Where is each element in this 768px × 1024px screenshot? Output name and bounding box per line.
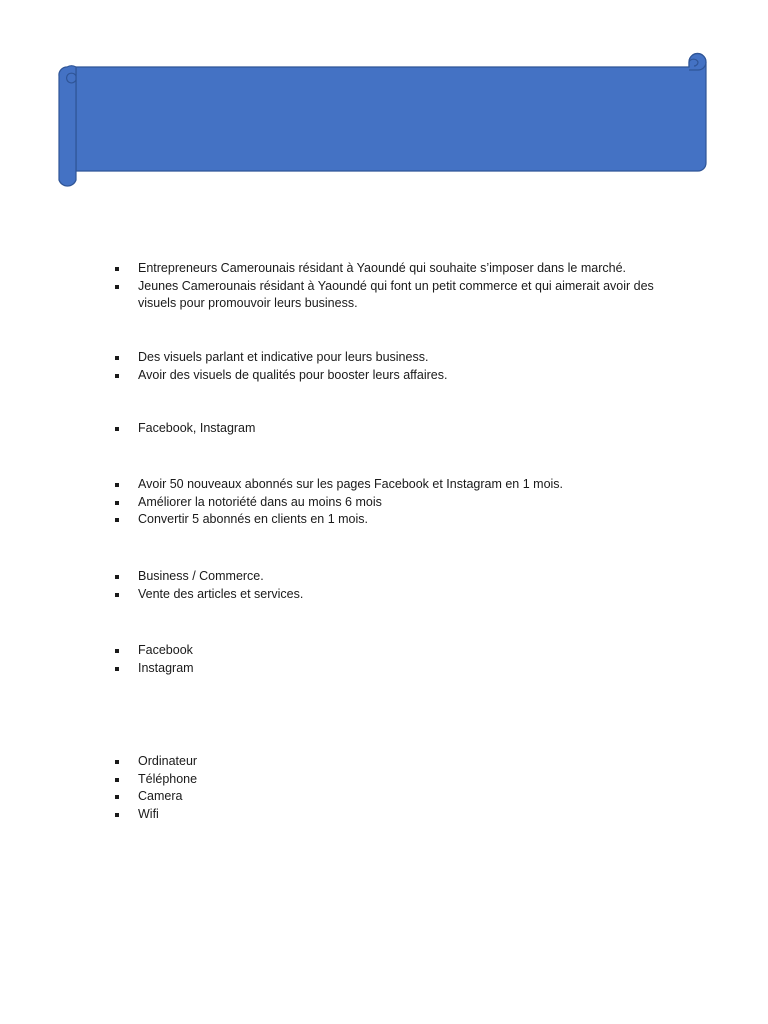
- list-item: [113, 278, 683, 313]
- bullet-square-icon: [115, 518, 119, 522]
- list-item: [113, 349, 683, 367]
- list-item-text: Téléphone: [138, 771, 198, 786]
- bullet-square-icon: [115, 593, 119, 597]
- bullet-square-icon: [115, 795, 119, 799]
- bullet-list-channels: [113, 642, 683, 677]
- bullet-square-icon: [115, 813, 119, 817]
- list-item: [113, 642, 683, 660]
- list-item-text: Instagram: [138, 660, 194, 675]
- list-item-text: Facebook: [138, 643, 193, 657]
- list-item-text: Avoir des visuels de qualités pour booster leurs affaires.: [138, 367, 448, 382]
- bullet-list-target-audience: [113, 260, 683, 313]
- list-item: [113, 586, 683, 604]
- bullet-list-platforms: [113, 420, 683, 438]
- list-item-text: Jeunes Camerounais résidant à Yaoundé qui font un petit commerce et qui aimerait avoir des visuels pour promouvoir leurs business.: [138, 278, 654, 311]
- list-item: [113, 568, 683, 586]
- list-item-text: Business / Commerce.: [138, 569, 264, 583]
- list-item: [113, 511, 683, 529]
- bullet-square-icon: [115, 760, 119, 764]
- bullet-square-icon: [115, 501, 119, 505]
- list-item-text: Avoir 50 nouveaux abonnés sur les pages Facebook et Instagram en 1 mois.: [138, 477, 564, 491]
- bullet-list-equipment: [113, 753, 683, 823]
- list-item-text: Convertir 5 abonnés en clients en 1 mois.: [138, 512, 368, 527]
- scroll-banner-band: [76, 54, 706, 172]
- bullet-list-sector: [113, 568, 683, 603]
- list-item-text: Wifi: [138, 806, 159, 821]
- bullet-square-icon: [115, 649, 119, 653]
- list-item: [113, 788, 683, 806]
- list-item-text: Camera: [138, 789, 183, 804]
- list-item: [113, 806, 683, 824]
- scroll-banner: [56, 46, 712, 192]
- bullet-square-icon: [115, 267, 119, 271]
- list-item: [113, 494, 683, 512]
- bullet-list-needs: [113, 349, 683, 384]
- bullet-square-icon: [115, 778, 119, 782]
- list-item: [113, 771, 683, 789]
- list-item: [113, 260, 683, 278]
- bullet-square-icon: [115, 483, 119, 487]
- list-item: [113, 367, 683, 385]
- bullet-list-objectives: [113, 476, 683, 529]
- bullet-square-icon: [115, 356, 119, 360]
- list-item-text: Entrepreneurs Camerounais résidant à Yaoundé qui souhaite s’imposer dans le marché.: [138, 261, 627, 275]
- scroll-banner-left-roll: [59, 66, 76, 186]
- bullet-square-icon: [115, 427, 119, 431]
- list-item-text: Améliorer la notoriété dans au moins 6 mois: [138, 494, 382, 509]
- bullet-square-icon: [115, 374, 119, 378]
- bullet-square-icon: [115, 285, 119, 289]
- list-item-text: Facebook, Instagram: [138, 421, 256, 435]
- list-item: [113, 420, 683, 438]
- list-item: [113, 476, 683, 494]
- list-item-text: Vente des articles et services.: [138, 586, 304, 601]
- list-item-text: Des visuels parlant et indicative pour leurs business.: [138, 350, 429, 364]
- list-item: [113, 753, 683, 771]
- list-item: [113, 660, 683, 678]
- list-item-text: Ordinateur: [138, 754, 198, 768]
- bullet-square-icon: [115, 575, 119, 579]
- bullet-square-icon: [115, 667, 119, 671]
